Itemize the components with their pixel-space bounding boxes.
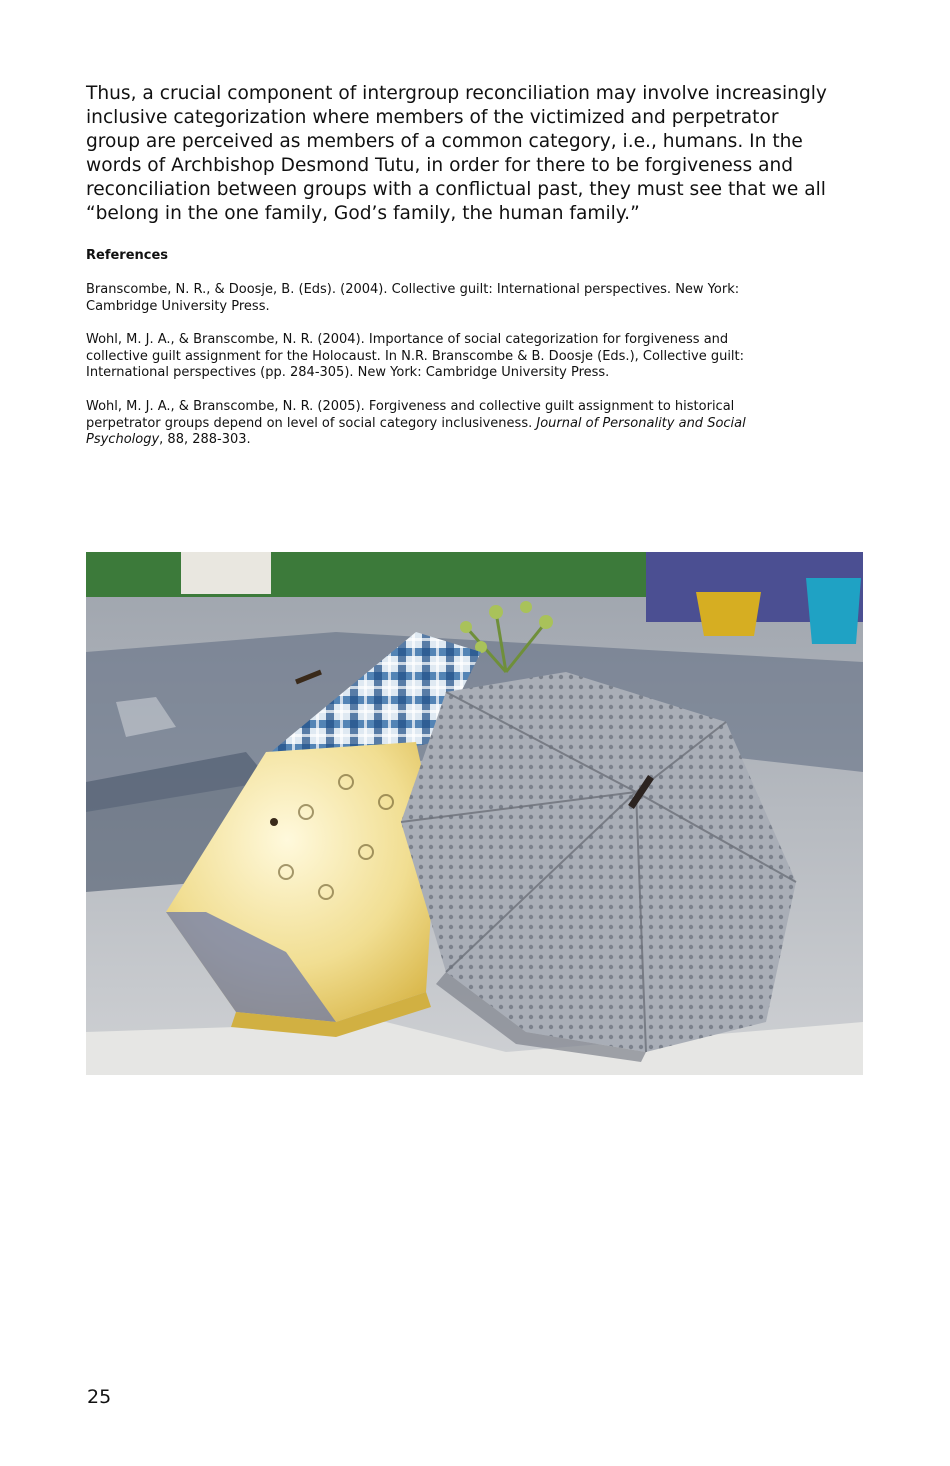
reference-item: Wohl, M. J. A., & Branscombe, N. R. (2004). Importance of social categorization for forgiveness and collective guilt assignment for the Holocaust. In N.R. Branscombe & B. Doosje (Eds.), Collective guilt: International perspectives (pp. 284-305). New York: Cambridge University Press.: [86, 332, 745, 380]
reference-text: Wohl, M. J. A., & Branscombe, N. R. (2005). Forgiveness and collective guilt assignment to historical perpetrator groups depend on level of social category inclusiveness.: [86, 399, 735, 431]
umbrellas-photo: [86, 552, 863, 1075]
references-heading: References: [86, 248, 169, 263]
page-number: 25: [87, 1386, 112, 1408]
body-paragraph: Thus, a crucial component of intergroup reconciliation may involve increasingly inclusive categorization where members of the victimized and perpetrator group are perceived as members of a common category, i.e., humans. In the words of Archbishop Desmond Tutu, in order for there to be forgiveness and reconciliation between groups with a conflictual past, they must see that we all “belong in the one family, God’s family, the human family.”: [86, 83, 827, 224]
reference-journal: Journal of Personality and Social Psychology: [86, 415, 746, 447]
reference-text: , 88, 288-303.: [159, 432, 251, 447]
reference-item: [86, 399, 846, 449]
reference-item: Branscombe, N. R., & Doosje, B. (Eds). (2004). Collective guilt: International perspectives. New York: Cambridge University Press.: [86, 282, 740, 314]
